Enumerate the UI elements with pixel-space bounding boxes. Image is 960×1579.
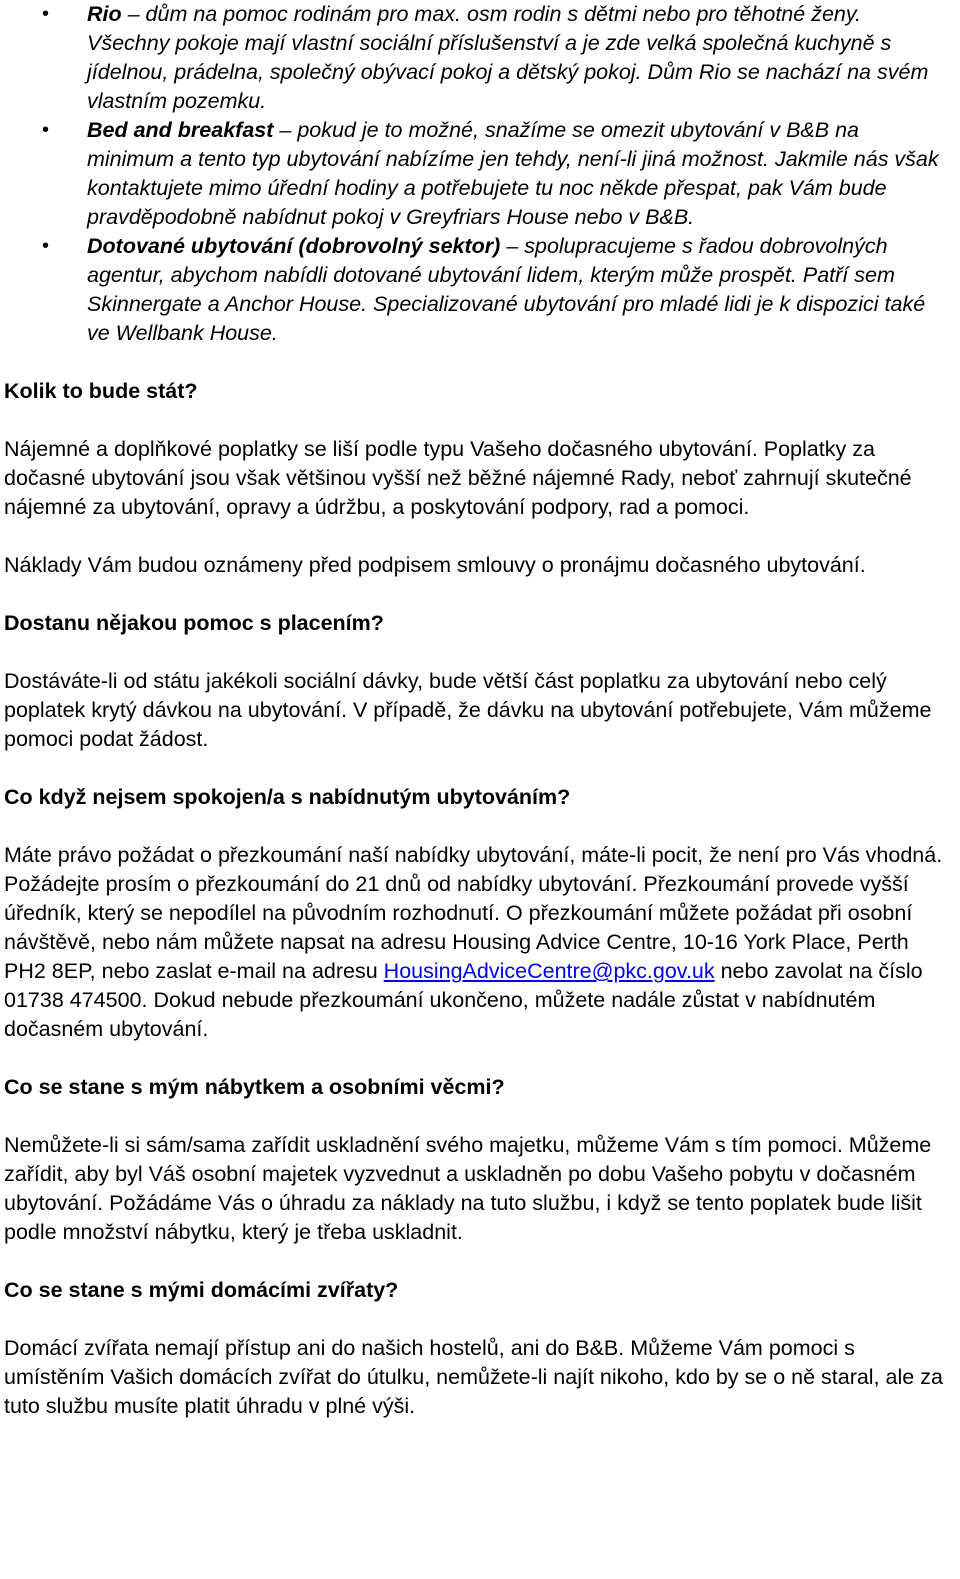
list-item-bed-and-breakfast: • Bed and breakfast – pokud je to možné, snažíme se omezit ubytování v B&B na minimum a tento typ ubytování nabízíme jen tehdy, není-li jiná možnost. Jakmile nás však kontaktujete mimo úřední hodiny a potřebujete tu noc někde přespat, pak Vám bude pravděpodobně nabídnut pokoj v Greyfriars House nebo v B&B. xyxy=(42,118,939,229)
paragraph-cost-2: Náklady Vám budou oznámeny před podpisem smlouvy o pronájmu dočasného ubytování. xyxy=(4,553,866,577)
paragraph-furniture: Nemůžete-li si sám/sama zařídit uskladnění svého majetku, můžeme Vám s tím pomoci. Můžeme zařídit, aby byl Váš osobní majetek vyzvednut a uskladněn po dobu Vašeho pobytu v dočasném ubytování. Požádáme Vás o úhradu za náklady na tuto službu, i když se tento poplatek bude lišit podle množství nábytku, který je třeba uskladnit. xyxy=(4,1133,932,1244)
paragraph-pets: Domácí zvířata nemají přístup ani do našich hostelů, ani do B&B. Můžeme Vám pomoci s umístěním Vašich domácích zvířat do útulku, nemůžete-li najít nikoho, kdo by se o ně staral, ale za tuto službu musíte platit úhradu v plné výši. xyxy=(4,1336,943,1418)
list-item-subsidised-housing: • Dotované ubytování (dobrovolný sektor) – spolupracujeme s řadou dobrovolných agentur, abychom nabídli dotované ubytování lidem, kterým může prospět. Patří sem Skinnergate a Anchor House. Specializované ubytování pro mladé lidi je k dispozici také ve Wellbank House. xyxy=(42,234,926,345)
paragraph-cost-1: Nájemné a doplňkové poplatky se liší podle typu Vašeho dočasného ubytování. Poplatky za dočasné ubytování jsou však většinou vyšší než běžné nájemné Rady, neboť zahrnují skutečné nájemné za ubytování, opravy a údržbu, a poskytování podpory, rad a pomoci. xyxy=(4,437,912,519)
heading-cost: Kolik to bude stát? xyxy=(4,379,198,403)
paragraph-review: Máte právo požádat o přezkoumání naší nabídky ubytování, máte-li pocit, že není pro Vás vhodná. Požádejte prosím o přezkoumání do 21 dnů od nabídky ubytování. Přezkoumání provede vyšší úředník, který se nepodílel na původním rozhodnutí. O přezkoumání můžete požádat při osobní návštěvě, nebo nám můžete napsat na adresu Housing Advice Centre, 10-16 York Place, Perth PH2 8EP, nebo zaslat e-mail na adresu HousingAdviceCentre@pkc.gov.uk nebo zavolat na číslo 01738 474500. Dokud nebude přezkoumání ukončeno, můžete nadále zůstat v nabídnutém dočasném ubytování. xyxy=(4,843,943,1041)
paragraph-payment: Dostáváte-li od státu jakékoli sociální dávky, bude větší část poplatku za ubytování nebo celý poplatek krytý dávkou na ubytování. V případě, že dávku na ubytování potřebujete, Vám můžeme pomoci podat žádost. xyxy=(4,669,932,751)
bullet-icon: • xyxy=(42,3,50,25)
email-link[interactable]: HousingAdviceCentre@pkc.gov.uk xyxy=(383,959,715,983)
bullet-text: pokud je to možné, snažíme se omezit ubytování v B&B na minimum a tento typ ubytování nabízíme jen tehdy, není-li jiná možnost. Jakmile nás však kontaktujete mimo úřední hodiny a potřebujete tu noc někde přespat, pak Vám bude pravděpodobně nabídnut pokoj v Greyfriars House nebo v B&B. xyxy=(87,118,939,229)
heading-review: Co když nejsem spokojen/a s nabídnutým ubytováním? xyxy=(4,785,571,809)
heading-payment: Dostanu nějakou pomoc s placením? xyxy=(4,611,384,635)
bullet-text: spolupracujeme s řadou dobrovolných agentur, abychom nabídli dotované ubytování lidem, kterým může prospět. Patří sem Skinnergate a Anchor House. Specializované ubytování pro mladé lidi je k dispozici také ve Wellbank House. xyxy=(87,234,926,345)
bullet-term: Bed and breakfast xyxy=(87,118,274,142)
heading-pets: Co se stane s mými domácími zvířaty? xyxy=(4,1278,399,1302)
bullet-term: Dotované ubytování (dobrovolný sektor) xyxy=(87,234,501,258)
bullet-icon: • xyxy=(42,235,50,257)
accommodation-types-list xyxy=(4,0,956,348)
bullet-icon: • xyxy=(42,119,50,141)
bullet-text: dům na pomoc rodinám pro max. osm rodin s dětmi nebo pro těhotné ženy. Všechny pokoje mají vlastní sociální příslušenství a je zde velká společná kuchyně s jídelnou, prádelna, společný obývací pokoj a dětský pokoj. Dům Rio se nachází na svém vlastním pozemku. xyxy=(87,2,929,113)
list-item-rio: • Rio – dům na pomoc rodinám pro max. osm rodin s dětmi nebo pro těhotné ženy. Všechny pokoje mají vlastní sociální příslušenství a je zde velká společná kuchyně s jídelnou, prádelna, společný obývací pokoj a dětský pokoj. Dům Rio se nachází na svém vlastním pozemku. xyxy=(42,2,929,113)
heading-furniture: Co se stane s mým nábytkem a osobními věcmi? xyxy=(4,1075,505,1099)
bullet-term: Rio xyxy=(87,2,122,26)
